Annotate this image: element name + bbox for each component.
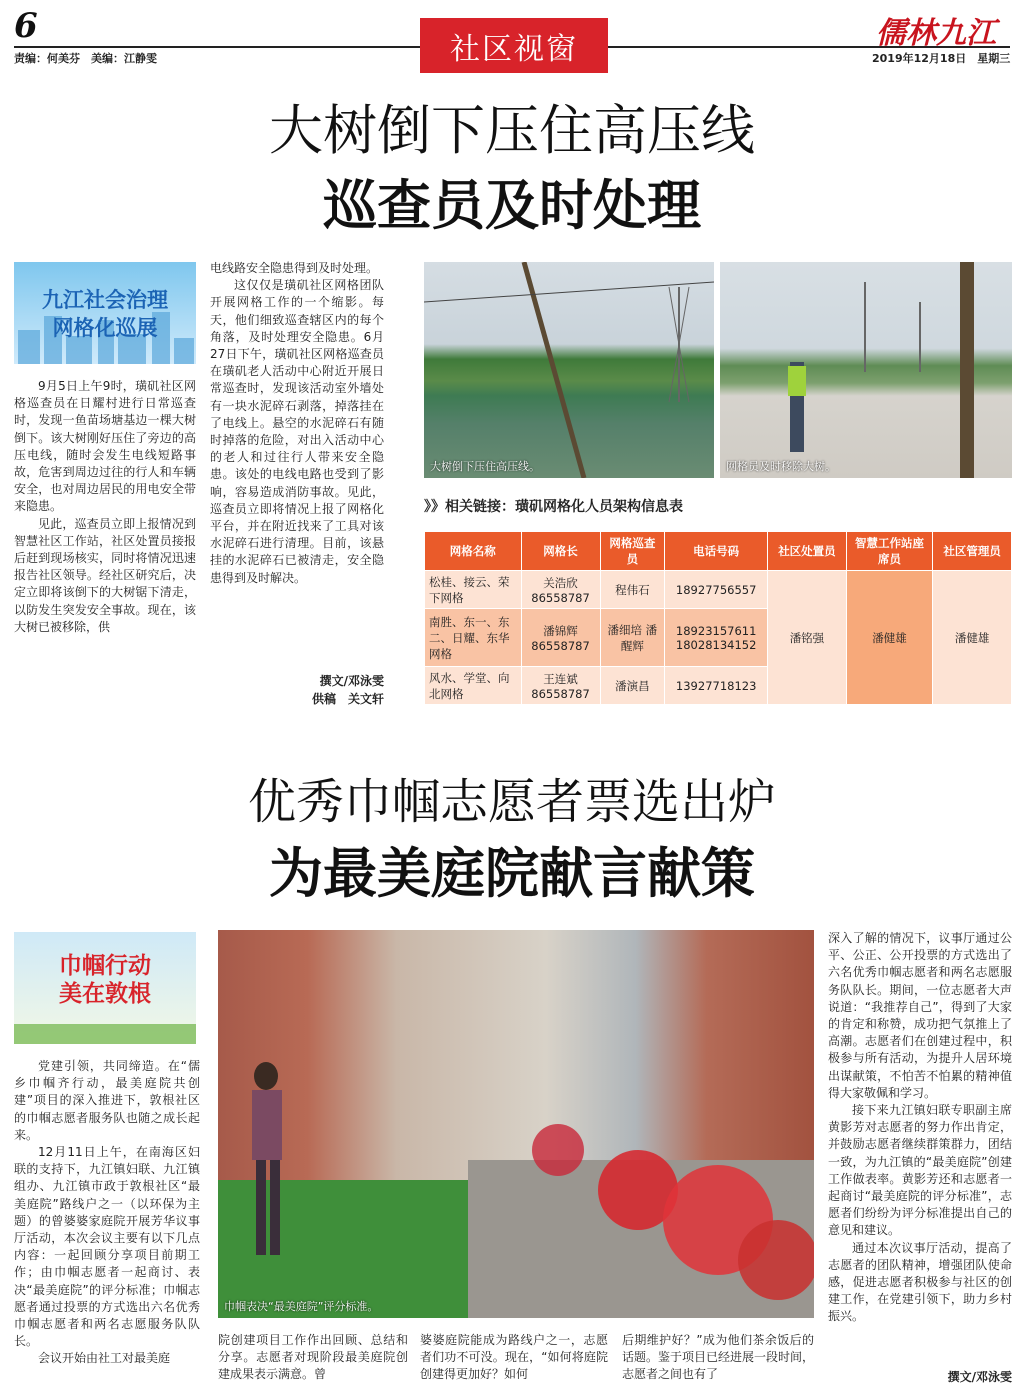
table-header: 智慧工作站座席员 bbox=[846, 532, 933, 571]
related-link-title: 》》相关链接：璜矶网格化人员架构信息表 bbox=[424, 499, 683, 515]
table-cell: 程伟石 bbox=[600, 571, 665, 609]
banner-title-line2: 网格化巡展 bbox=[52, 316, 158, 340]
table-cell: 潘锦辉 86558787 bbox=[521, 609, 600, 667]
table-cell: 潘铭强 bbox=[768, 571, 847, 705]
banner-title-line1: 九江社会治理 bbox=[42, 288, 168, 312]
article2-byline: 撰文/邓泳雯 bbox=[947, 1370, 1012, 1384]
article2-column4: 后期维护好？”成为他们茶余饭后的话题。鉴于项目已经进展一段时间，志愿者之间也有了 bbox=[622, 1333, 815, 1382]
article1-credit: 供稿 关文轩 bbox=[311, 692, 384, 706]
table-row bbox=[425, 571, 1012, 609]
article2-subheadline: 为最美庭院献言献策 bbox=[269, 841, 755, 905]
paragraph: 接下来九江镇妇联专职副主席黄影芳对志愿者的努力作出肯定，并鼓励志愿者继续群策群力，团结一致，为九江镇的“最美庭院”创建工作做表率。黄影芳还和志愿者一起商讨“最美庭院的评分标准”，志愿者们纷纷为评分标准提出自己的意见和建议。 bbox=[828, 1103, 1012, 1238]
table-header: 社区管理员 bbox=[933, 532, 1012, 571]
table-header: 社区处置员 bbox=[768, 532, 847, 571]
table-cell: 风水、学堂、向北网格 bbox=[425, 667, 522, 705]
page-number: 6 bbox=[14, 6, 38, 46]
grid-staff-table bbox=[424, 531, 1012, 705]
paragraph: 党建引领，共同缔造。在“儒乡巾帼齐行动，最美庭院共创建”项目的深入推进下，敦根社区的巾帼志愿者服务队也随之成长起来。 bbox=[14, 1059, 200, 1142]
brand-logo: 儒林九江 bbox=[876, 16, 996, 51]
article2-column1 bbox=[14, 1058, 200, 1368]
table-cell: 南胜、东一、东二、日耀、东华网格 bbox=[425, 609, 522, 667]
photo-tree-removed bbox=[720, 262, 1012, 478]
photo-tree-removed-illustration bbox=[720, 262, 1012, 478]
table-cell: 松桂、接云、荣下网格 bbox=[425, 571, 522, 609]
table-header: 网格长 bbox=[521, 532, 600, 571]
table-cell: 18923157611 18028134152 bbox=[665, 609, 768, 667]
article2-column5 bbox=[828, 930, 1012, 1326]
article2-column2: 院创建项目工作作出回顾、总结和分享。志愿者对现阶段最美庭院创建成果表示满意。曾 bbox=[218, 1333, 408, 1382]
photo-fallen-tree bbox=[424, 262, 714, 478]
article2-banner bbox=[14, 932, 196, 1044]
paragraph: 会议开始由社工对最美庭 bbox=[38, 1351, 171, 1366]
banner-title-line2: 美在敦根 bbox=[59, 981, 151, 1007]
paragraph: 这仅仅是璜矶社区网格团队开展网格工作的一个缩影。每天，他们细致巡查辖区内的每个角落，及时处理安全隐患。6月27日下午，璜矶社区网格巡查员在璜矶老人活动中心附近开展日常巡查时，发现该活动室外墙处有一块水泥碎石剥落，掉落挂在了电线上。悬空的水泥碎石有随时掉落的危险，对出入活动中心的老人和过往行人带来安全隐患。该处的电线电路也受到了影响，容易造成消防事故。见此，巡查员立即将情况上报了网格化平台，并在附近找来了工具对该水泥碎石进行清理。目前，该悬挂的水泥碎石已被清走，安全隐患得到及时解决。 bbox=[210, 278, 384, 585]
table-cell: 关浩欣 86558787 bbox=[521, 571, 600, 609]
table-cell: 潘健雄 bbox=[846, 571, 933, 705]
paragraph: 通过本次议事厅活动，提高了志愿者的团队精神，增强团队使命感，促进志愿者积极参与社区的创建工作，在党建引领下，助力乡村振兴。 bbox=[828, 1240, 1012, 1324]
table-cell: 13927718123 bbox=[665, 667, 768, 705]
article1-byline: 撰文/邓泳雯 bbox=[319, 674, 384, 688]
photo-fallen-tree-illustration bbox=[424, 262, 714, 478]
photo-caption: 网格员及时移除大树。 bbox=[726, 460, 836, 473]
paragraph: 9月5日上午9时，璜矶社区网格巡查员在日耀村进行日常巡查时，发现一鱼苗场塘基边一棵大树倒下。该大树刚好压住了旁边的高压电线，随时会发生电线短路事故，危害到周边过往的行人和车辆安全，也对周边居民的用电安全带来隐患。 bbox=[14, 379, 196, 514]
paragraph: 12月11日上午，在南海区妇联的支持下，九江镇妇联、九江镇组办、九江镇市政于敦根社区“最美庭院”路线户之一（以环保为主题）的曾婆婆家庭院开展芳华议事厅活动，本次会议主要有以下几点内容：一起回顾分享项目前期工作；由巾帼志愿者一起商讨、表决“最美庭院”的评分标准；巾帼志愿者通过投票的方式选出六名优秀巾帼志愿者和两名志愿服务队队长。 bbox=[14, 1145, 200, 1349]
editors-line: 责编：何美芬 美编：江静雯 bbox=[14, 52, 157, 65]
photo-volunteers-meeting bbox=[218, 930, 814, 1318]
banner-title-line1: 巾帼行动 bbox=[59, 953, 151, 979]
table-cell: 王连斌 86558787 bbox=[521, 667, 600, 705]
article2-headline: 优秀巾帼志愿者票选出炉 bbox=[247, 774, 776, 830]
article2-column3: 婆婆庭院能成为路线户之一，志愿者们功不可没。现在，“如何将庭院创建得更加好？如何 bbox=[420, 1333, 608, 1382]
table-cell: 潘演昌 bbox=[600, 667, 665, 705]
paragraph: 电线路安全隐患得到及时处理。 bbox=[210, 261, 379, 275]
article1-column2 bbox=[210, 260, 384, 587]
section-label: 社区视窗 bbox=[420, 18, 608, 73]
article1-subheadline: 巡查员及时处理 bbox=[323, 173, 701, 237]
article1-headline: 大树倒下压住高压线 bbox=[269, 99, 755, 162]
table-cell: 潘健雄 bbox=[933, 571, 1012, 705]
table-header: 网格巡查员 bbox=[600, 532, 665, 571]
article1-banner bbox=[14, 262, 196, 364]
photo-volunteers-illustration bbox=[218, 930, 814, 1318]
photo-caption: 大树倒下压住高压线。 bbox=[430, 460, 540, 473]
table-cell: 潘细培 潘醒辉 bbox=[600, 609, 665, 667]
table-header: 网格名称 bbox=[425, 532, 522, 571]
table-header: 电话号码 bbox=[665, 532, 768, 571]
issue-date: 2019年12月18日 星期三 bbox=[872, 52, 1011, 65]
paragraph: 见此，巡查员立即上报情况到智慧社区工作站，社区处置员接报后赶到现场核实，同时将情况迅速报告社区领导。经社区研究后，决定立即将该倒下的大树锯下清走，以防发生突发安全事故。现在，该大树已被移除，供 bbox=[14, 516, 196, 634]
table-cell: 18927756557 bbox=[665, 571, 768, 609]
paragraph: 深入了解的情况下，议事厅通过公平、公正、公开投票的方式选出了六名优秀巾帼志愿者和两名志愿服务队队长。期间，一位志愿者大声说道：“我推荐自己”，得到了大家的肯定和称赞，成功把气氛推上了高潮。志愿者们在创建过程中，积极参与所有活动，为提升人居环境出谋献策，不怕苦不怕累的精神值得大家敬佩和学习。 bbox=[828, 931, 1012, 1100]
photo-caption: 巾帼表决“最美庭院”评分标准。 bbox=[224, 1300, 379, 1313]
article1-column1 bbox=[14, 378, 196, 636]
